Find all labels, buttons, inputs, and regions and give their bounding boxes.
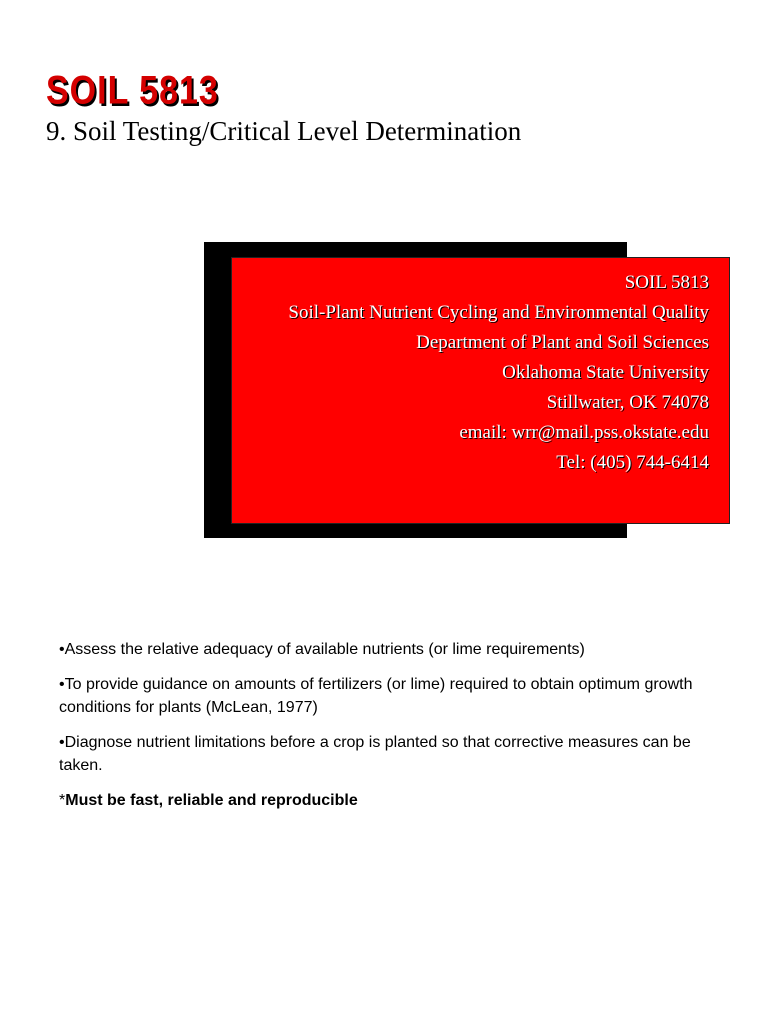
info-course-code: SOIL 5813 <box>624 272 709 293</box>
info-phone: Tel: (405) 744-6414 <box>556 452 709 473</box>
emphasis-note <box>59 789 719 812</box>
info-department: Department of Plant and Soil Sciences <box>416 332 709 353</box>
bullet-list <box>59 638 719 824</box>
bullet-item: •Assess the relative adequacy of available nutrients (or lime requirements) <box>59 641 585 658</box>
info-course-name: Soil-Plant Nutrient Cycling and Environmental Quality <box>288 302 709 323</box>
course-info-card <box>231 257 730 524</box>
bullet-item: •To provide guidance on amounts of fertilizers (or lime) required to obtain optimum growth conditions for plants (McLean, 1977) <box>59 676 693 716</box>
emphasis-text: Must be fast, reliable and reproducible <box>65 792 358 809</box>
info-email: email: wrr@mail.pss.okstate.edu <box>459 422 709 443</box>
bullet-item: •Diagnose nutrient limitations before a crop is planted so that corrective measures can be taken. <box>59 734 691 774</box>
emphasis-prefix: * <box>59 792 66 809</box>
slide-title: 9. Soil Testing/Critical Level Determination <box>46 116 522 146</box>
course-logo: SOIL 5813 <box>46 68 219 113</box>
info-university: Oklahoma State University <box>502 362 709 383</box>
info-address: Stillwater, OK 74078 <box>546 392 709 413</box>
